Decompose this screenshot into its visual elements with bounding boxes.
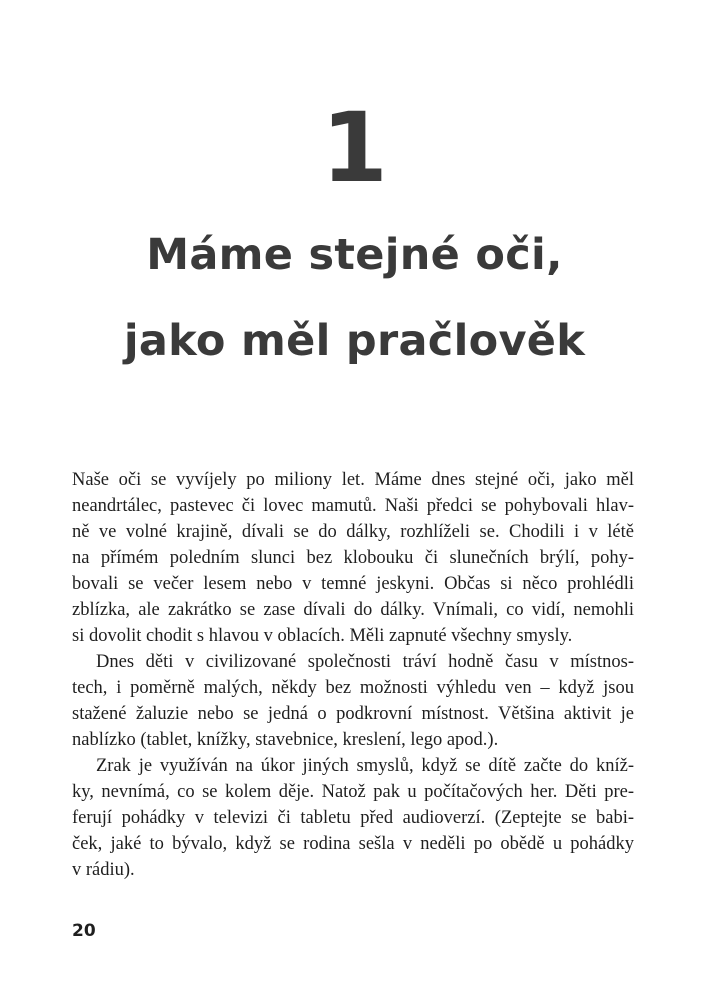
text-line: v rádiu). <box>72 860 135 880</box>
text-line: na přímém poledním slunci bez klobouku či slunečních brýlí, pohy- <box>72 548 634 568</box>
text-line: Dnes děti v civilizované společnosti tráví hodně času v místnos- <box>96 652 634 672</box>
text-line: zblízka, ale zakrátko se zase dívali do dálky. Vnímali, co vidí, nemohli <box>72 600 634 620</box>
text-line: nablízko (tablet, knížky, stavebnice, kreslení, lego apod.). <box>72 730 499 750</box>
text-line: Zrak je využíván na úkor jiných smyslů, když se dítě začte do kníž- <box>96 756 634 776</box>
page-number: 20 <box>72 921 96 941</box>
text-line: ček, jaké to bývalo, když se rodina sešla v neděli po obědě u pohádky <box>72 834 634 854</box>
text-line: neandrtálec, pastevec či lovec mamutů. Naši předci se pohybovali hlav- <box>72 496 634 516</box>
chapter-title <box>0 212 709 384</box>
text-line: bovali se večer lesem nebo v temné jeskyni. Občas si něco prohlédli <box>72 574 634 594</box>
text-line: tech, i poměrně malých, někdy bez možnosti výhledu ven – když jsou <box>72 678 634 698</box>
text-line: ně ve volné krajině, dívali se do dálky, rozhlíželi se. Chodili i v létě <box>72 522 634 542</box>
chapter-number: 1 <box>321 92 388 204</box>
chapter-title-line: Máme stejné oči, <box>146 230 563 280</box>
chapter-title-line: jako měl pračlověk <box>123 316 586 366</box>
text-line: Naše oči se vyvíjely po miliony let. Máme dnes stejné oči, jako měl <box>72 470 634 490</box>
text-line: stažené žaluzie nebo se jedná o podkrovní místnost. Většina aktivit je <box>72 704 634 724</box>
text-line: ferují pohádky v televizi či tabletu před audioverzí. (Zeptejte se babi- <box>72 808 634 828</box>
body-text <box>72 467 634 883</box>
text-line: ky, nevnímá, co se kolem děje. Natož pak u počítačových her. Děti pre- <box>72 782 634 802</box>
text-line: si dovolit chodit s hlavou v oblacích. Měli zapnuté všechny smysly. <box>72 626 573 646</box>
